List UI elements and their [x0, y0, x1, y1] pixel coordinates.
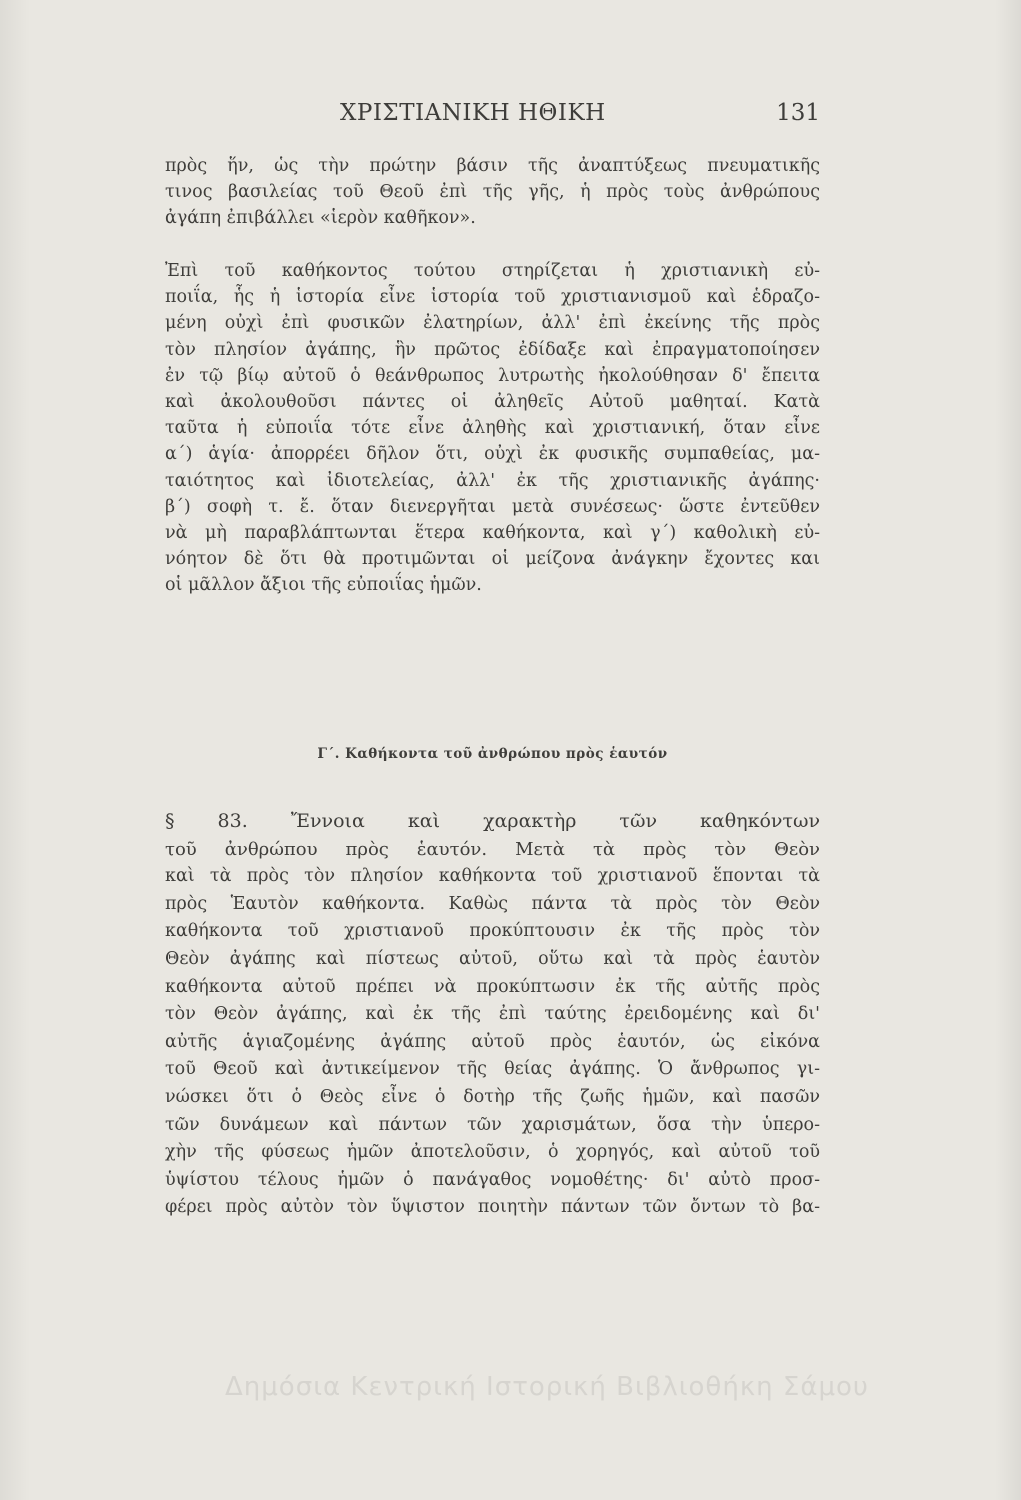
section-heading: Γ΄. Καθήκοντα τοῦ ἀνθρώπου πρὸς ἑαυτόν: [317, 746, 668, 762]
text-line: Θεὸν ἀγάπης καὶ πίστεως αὐτοῦ, οὕτω καὶ τὰ πρὸς ἑαυτὸν: [165, 948, 820, 969]
text-line: καθήκοντα αὐτοῦ πρέπει νὰ προκύπτωσιν ἐκ τῆς αὐτῆς πρὸς: [165, 976, 820, 997]
text-line: ταιότητος καὶ ἰδιοτελείας, ἀλλ' ἐκ τῆς χριστιανικῆς ἀγάπης·: [165, 470, 820, 491]
text-line: ποιΐα, ἧς ἡ ἱστορία εἶνε ἱστορία τοῦ χριστιανισμοῦ καὶ ἑδραζο-: [165, 287, 820, 308]
text-line: νώσκει ὅτι ὁ Θεὸς εἶνε ὁ δοτὴρ τῆς ζωῆς ἡμῶν, καὶ πασῶν: [165, 1086, 820, 1107]
text-line: ἐν τῷ βίῳ αὐτοῦ ὁ θεάνθρωπος λυτρωτὴς ἠκολούθησαν δ' ἔπειτα: [165, 365, 820, 386]
text-line: τὸν πλησίον ἀγάπης, ἣν πρῶτος ἐδίδαξε καὶ ἐπραγματοποίησεν: [165, 339, 820, 360]
text-line: πρὸς ἥν, ὡς τὴν πρώτην βάσιν τῆς ἀναπτύξεως πνευματικῆς: [165, 156, 820, 176]
text-line: ἀγάπη ἐπιβάλλει «ἱερὸν καθῆκον».: [165, 208, 476, 229]
text-line: αὐτῆς ἁγιαζομένης ἀγάπης αὐτοῦ πρὸς ἑαυτόν, ὡς εἰκόνα: [165, 1031, 820, 1052]
text-line: οἱ μᾶλλον ἄξιοι τῆς εὐποιΐας ἡμῶν.: [165, 575, 482, 596]
paragraph-charity: [165, 258, 820, 598]
section-title-line: τοῦ ἀνθρώπου πρὸς ἑαυτόν. Μετὰ τὰ πρὸς τὸν Θεὸν: [165, 838, 820, 860]
text-line: καὶ τὰ πρὸς τὸν πλησίον καθήκοντα τοῦ χριστιανοῦ ἕπονται τὰ: [165, 866, 820, 887]
section-title-line: § 83. Ἔννοια καὶ χαρακτὴρ τῶν καθηκόντων: [165, 810, 820, 832]
paragraph-section-83: [165, 808, 820, 1222]
text-line: χὴν τῆς φύσεως ἡμῶν ἀποτελοῦσιν, ὁ χορηγός, καὶ αὐτοῦ τοῦ: [165, 1142, 820, 1163]
text-line: νὰ μὴ παραβλάπτωνται ἕτερα καθήκοντα, καὶ γ΄) καθολικὴ εὐ-: [165, 522, 820, 543]
text-line: τοῦ Θεοῦ καὶ ἀντικείμενον τῆς θείας ἀγάπης. Ὁ ἄνθρωπος γι-: [165, 1059, 820, 1080]
text-line: τὸν Θεὸν ἀγάπης, καὶ ἐκ τῆς ἐπὶ ταύτης ἐρειδομένης καὶ δι': [165, 1004, 820, 1025]
page-number: 131: [776, 100, 820, 126]
text-line: μένη οὐχὶ ἐπὶ φυσικῶν ἐλατηρίων, ἀλλ' ἐπὶ ἐκείνης τῆς πρὸς: [165, 313, 820, 334]
library-watermark: Δημόσια Κεντρική Ιστορική Βιβλιοθήκη Σάμου: [225, 1372, 869, 1402]
text-line: τῶν δυνάμεων καὶ πάντων τῶν χαρισμάτων, ὅσα τὴν ὑπερο-: [165, 1114, 820, 1135]
text-line: Ἐπὶ τοῦ καθήκοντος τούτου στηρίζεται ἡ χριστιανικὴ εὐ-: [165, 261, 820, 281]
text-line: πρὸς Ἑαυτὸν καθήκοντα. Καθὼς πάντα τὰ πρὸς τὸν Θεὸν: [165, 893, 820, 914]
paragraph-continuation: [165, 153, 820, 232]
text-line: καὶ ἀκολουθοῦσι πάντες οἱ ἀληθεῖς Αὐτοῦ μαθηταί. Κατὰ: [165, 391, 820, 412]
running-title: ΧΡΙΣΤΙΑΝΙΚΗ ΗΘΙΚΗ: [340, 100, 606, 126]
text-line: καθήκοντα τοῦ χριστιανοῦ προκύπτουσιν ἐκ τῆς πρὸς τὸν: [165, 921, 820, 942]
text-line: τινος βασιλείας τοῦ Θεοῦ ἐπὶ τῆς γῆς, ἡ πρὸς τοὺς ἀνθρώπους: [165, 182, 820, 203]
running-head: [340, 100, 820, 136]
text-line: ὑψίστου τέλους ἡμῶν ὁ πανάγαθος νομοθέτης· δι' αὐτὸ προσ-: [165, 1169, 820, 1190]
text-line: α΄) ἁγία· ἀπορρέει δῆλον ὅτι, οὐχὶ ἐκ φυσικῆς συμπαθείας, μα-: [165, 444, 820, 465]
text-line: ταῦτα ἡ εὐποιΐα τότε εἶνε ἀληθὴς καὶ χριστιανική, ὅταν εἶνε: [165, 418, 820, 439]
text-line: νόητον δὲ ὅτι θὰ προτιμῶνται οἱ μείζονα ἀνάγκην ἔχοντες και: [165, 549, 820, 570]
text-line: β΄) σοφὴ τ. ἔ. ὅταν διενεργῆται μετὰ συνέσεως· ὥστε ἐντεῦθεν: [165, 496, 820, 517]
text-line: φέρει πρὸς αὐτὸν τὸν ὕψιστον ποιητὴν πάντων τῶν ὄντων τὸ βα-: [165, 1197, 820, 1218]
